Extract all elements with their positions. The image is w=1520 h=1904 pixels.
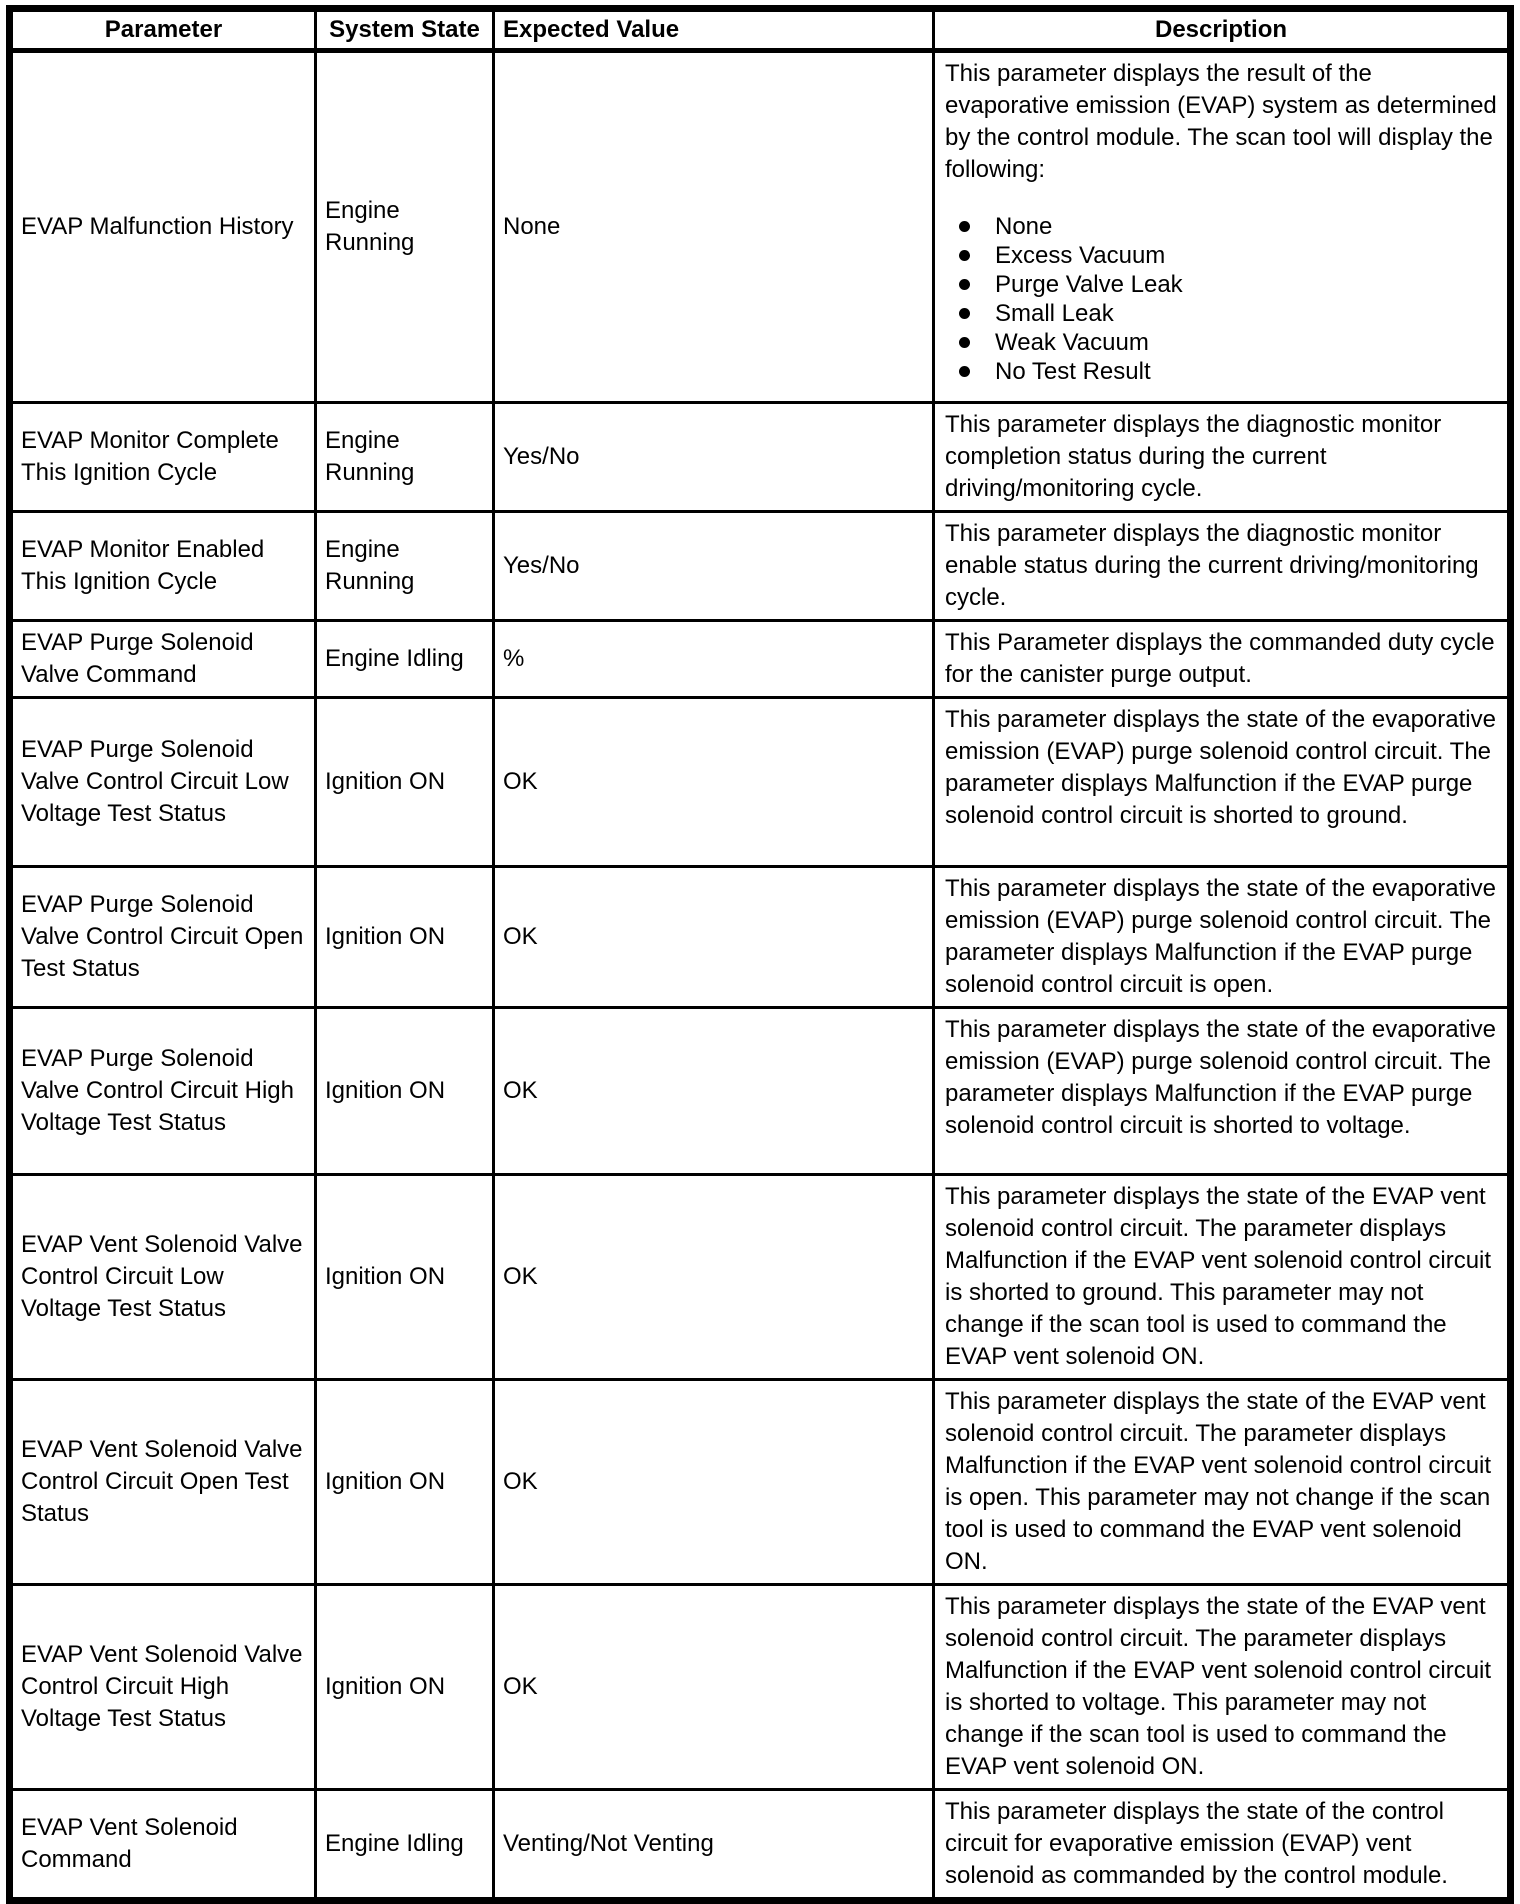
parameter-cell: EVAP Purge Solenoid Valve Control Circuit High Voltage Test Status <box>10 1008 316 1175</box>
expected-value-cell: OK <box>494 1008 934 1175</box>
parameter-cell: EVAP Vent Solenoid Command <box>10 1790 316 1901</box>
system-state-cell: Engine Idling <box>316 1790 494 1901</box>
table-row <box>10 867 1511 1008</box>
header-expected-value: Expected Value <box>494 9 934 51</box>
header-row <box>10 9 1511 51</box>
table-row <box>10 1585 1511 1790</box>
parameter-cell: EVAP Vent Solenoid Valve Control Circuit Open Test Status <box>10 1380 316 1585</box>
system-state-cell: Engine Idling <box>316 621 494 698</box>
expected-value-cell: % <box>494 621 934 698</box>
expected-value-cell: Venting/Not Venting <box>494 1790 934 1901</box>
system-state-cell: Ignition ON <box>316 698 494 867</box>
table-row <box>10 512 1511 621</box>
expected-value-cell: OK <box>494 1175 934 1380</box>
bullet-list <box>945 212 1499 386</box>
system-state-cell: Ignition ON <box>316 1008 494 1175</box>
system-state-cell: Ignition ON <box>316 867 494 1008</box>
description-text: This parameter displays the result of the evaporative emission (EVAP) system as determined by the control module. The scan tool will display the following: <box>945 60 1497 183</box>
evap-parameter-table <box>6 5 1514 1904</box>
table-row <box>10 698 1511 867</box>
system-state-cell: Ignition ON <box>316 1585 494 1790</box>
description-cell <box>934 51 1511 403</box>
description-cell: This parameter displays the state of the EVAP vent solenoid control circuit. The parameter displays Malfunction if the EVAP vent solenoid control circuit is shorted to voltage. This parameter may not change if the scan tool is used to command the EVAP vent solenoid ON. <box>934 1585 1511 1790</box>
description-cell: This parameter displays the diagnostic monitor enable status during the current driving/monitoring cycle. <box>934 512 1511 621</box>
system-state-cell: Ignition ON <box>316 1175 494 1380</box>
expected-value-cell: OK <box>494 1380 934 1585</box>
bullet-item: No Test Result <box>959 357 1499 386</box>
bullet-item: None <box>959 212 1499 241</box>
table-row <box>10 1380 1511 1585</box>
description-cell: This parameter displays the state of the EVAP vent solenoid control circuit. The parameter displays Malfunction if the EVAP vent solenoid control circuit is open. This parameter may not change if the scan tool is used to command the EVAP vent solenoid ON. <box>934 1380 1511 1585</box>
parameter-cell: EVAP Vent Solenoid Valve Control Circuit High Voltage Test Status <box>10 1585 316 1790</box>
system-state-cell: Engine Running <box>316 403 494 512</box>
table-row <box>10 403 1511 512</box>
description-cell: This Parameter displays the commanded duty cycle for the canister purge output. <box>934 621 1511 698</box>
system-state-cell: Engine Running <box>316 51 494 403</box>
header-system-state: System State <box>316 9 494 51</box>
parameter-cell: EVAP Vent Solenoid Valve Control Circuit Low Voltage Test Status <box>10 1175 316 1380</box>
bullet-item: Small Leak <box>959 299 1499 328</box>
parameter-cell: EVAP Purge Solenoid Valve Control Circuit Low Voltage Test Status <box>10 698 316 867</box>
header-description: Description <box>934 9 1511 51</box>
table-row <box>10 51 1511 403</box>
bullet-item: Excess Vacuum <box>959 241 1499 270</box>
description-cell: This parameter displays the state of the control circuit for evaporative emission (EVAP) vent solenoid as commanded by the control module. <box>934 1790 1511 1901</box>
expected-value-cell: None <box>494 51 934 403</box>
table-row <box>10 621 1511 698</box>
description-cell: This parameter displays the state of the evaporative emission (EVAP) purge solenoid control circuit. The parameter displays Malfunction if the EVAP purge solenoid control circuit is shorted to voltage. <box>934 1008 1511 1175</box>
expected-value-cell: Yes/No <box>494 512 934 621</box>
parameter-cell: EVAP Purge Solenoid Valve Command <box>10 621 316 698</box>
system-state-cell: Engine Running <box>316 512 494 621</box>
description-cell: This parameter displays the state of the EVAP vent solenoid control circuit. The parameter displays Malfunction if the EVAP vent solenoid control circuit is shorted to ground. This parameter may not change if the scan tool is used to command the EVAP vent solenoid ON. <box>934 1175 1511 1380</box>
description-cell: This parameter displays the diagnostic monitor completion status during the current driving/monitoring cycle. <box>934 403 1511 512</box>
parameter-cell: EVAP Monitor Complete This Ignition Cycle <box>10 403 316 512</box>
parameter-cell: EVAP Malfunction History <box>10 51 316 403</box>
table-row <box>10 1008 1511 1175</box>
expected-value-cell: OK <box>494 698 934 867</box>
bullet-item: Purge Valve Leak <box>959 270 1499 299</box>
header-parameter: Parameter <box>10 9 316 51</box>
expected-value-cell: OK <box>494 867 934 1008</box>
description-cell: This parameter displays the state of the evaporative emission (EVAP) purge solenoid control circuit. The parameter displays Malfunction if the EVAP purge solenoid control circuit is shorted to ground. <box>934 698 1511 867</box>
table-row <box>10 1790 1511 1901</box>
description-cell: This parameter displays the state of the evaporative emission (EVAP) purge solenoid control circuit. The parameter displays Malfunction if the EVAP purge solenoid control circuit is open. <box>934 867 1511 1008</box>
bullet-item: Weak Vacuum <box>959 328 1499 357</box>
table-row <box>10 1175 1511 1380</box>
expected-value-cell: Yes/No <box>494 403 934 512</box>
system-state-cell: Ignition ON <box>316 1380 494 1585</box>
parameter-cell: EVAP Purge Solenoid Valve Control Circuit Open Test Status <box>10 867 316 1008</box>
expected-value-cell: OK <box>494 1585 934 1790</box>
parameter-cell: EVAP Monitor Enabled This Ignition Cycle <box>10 512 316 621</box>
